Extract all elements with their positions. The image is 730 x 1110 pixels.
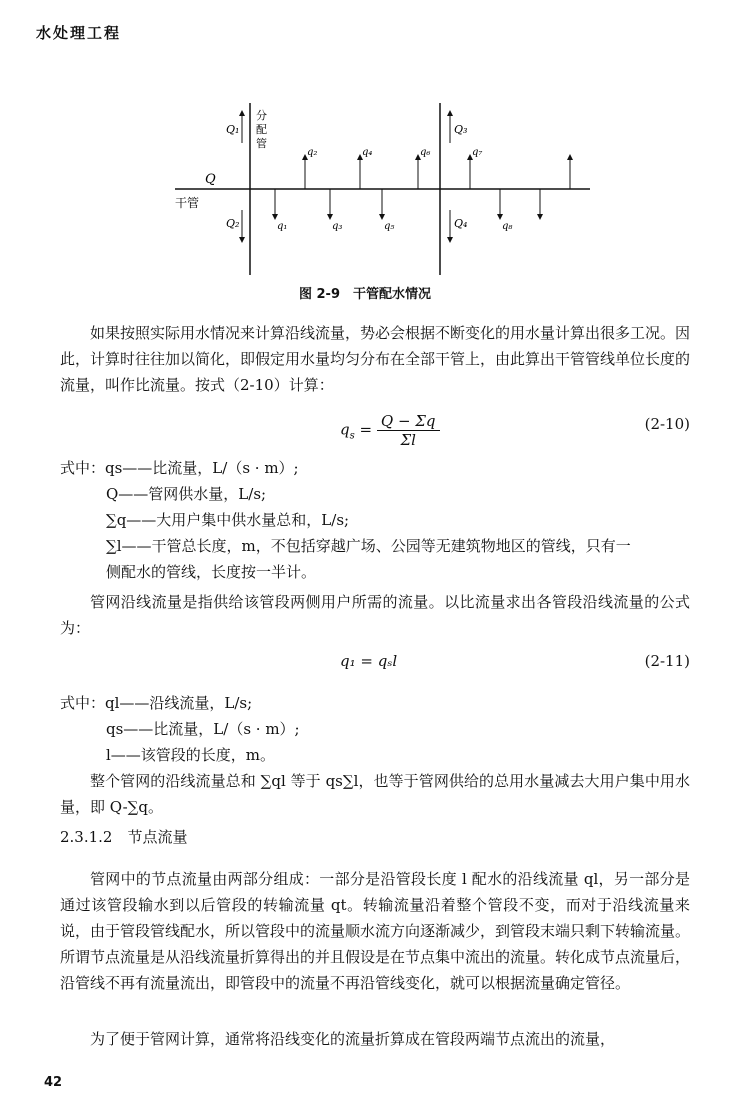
- label-Q1: Q₁: [226, 123, 240, 136]
- eq1-numerator: Q − Σq: [377, 412, 440, 431]
- pipe-diagram: [160, 95, 600, 280]
- paragraph-2: 管网沿线流量是指供给该管段两侧用户所需的流量。以比流量求出各管段沿线流量的公式为：: [60, 593, 690, 637]
- label-branch-pipe-1: 分: [256, 109, 267, 122]
- def-sum-l: ∑l——干管总长度，m，不包括穿越广场、公园等无建筑物地区的管线，只有一: [106, 537, 631, 555]
- def-sum-l-cont: 侧配水的管线，长度按一半计。: [106, 563, 317, 581]
- eq1-number: (2-10): [644, 415, 690, 433]
- page-number: 42: [44, 1075, 63, 1090]
- label-branch-pipe-2: 配: [256, 123, 267, 136]
- def-Q: Q——管网供水量，L/s;: [106, 485, 267, 503]
- def-sum-q: ∑q——大用户集中供水量总和，L/s;: [106, 511, 350, 529]
- def-qs-2: qs——比流量，L/（s · m）;: [106, 720, 300, 738]
- label-q1: q₁: [277, 221, 288, 232]
- eq2-body: q₁ = qₛl: [340, 652, 398, 670]
- label-q8: q₈: [502, 221, 513, 232]
- figure-caption: 图 2-9 干管配水情况: [298, 287, 431, 302]
- label-q7: q₇: [472, 147, 483, 158]
- def-l: l——该管段的长度，m。: [106, 746, 276, 764]
- label-Q3: Q₃: [454, 123, 468, 136]
- label-Q4: Q₄: [454, 217, 468, 230]
- label-Q2: Q₂: [226, 217, 240, 230]
- def-ql: 式中：ql——沿线流量，L/s;: [60, 694, 253, 712]
- label-q2: q₂: [307, 147, 318, 158]
- eq1-lhs-sub: s: [349, 430, 355, 442]
- eq1-lhs: q: [340, 420, 350, 439]
- label-branch-pipe-3: 管: [256, 137, 267, 150]
- label-q5: q₅: [384, 221, 395, 232]
- pipe-distribution-figure: [160, 95, 600, 280]
- eq1-denominator: Σl: [400, 431, 416, 449]
- eq2-number: (2-11): [644, 652, 690, 670]
- label-q6: q₆: [420, 147, 431, 158]
- paragraph-1: 如果按照实际用水情况来计算沿线流量，势必会根据不断变化的用水量计算出很多工况。因此，计算时往往加以简化，即假定用水量均匀分布在全部干管上，由此算出干管管线单位长度的流量，叫作比流量。按式（2-10）计算：: [60, 324, 691, 394]
- running-header: 水处理工程: [36, 24, 122, 42]
- paragraph-3: 整个管网的沿线流量总和 ∑ql 等于 qs∑l，也等于管网供给的总用水量减去大用户集中用水量，即 Q-∑q。: [60, 772, 690, 816]
- label-q3: q₃: [332, 221, 343, 232]
- paragraph-4: 管网中的节点流量由两部分组成：一部分是沿管段长度 l 配水的沿线流量 ql，另一部分是通过该管段输水到以后管段的转输流量 qt。转输流量沿着整个管段不变，而对于沿线流量来说，由于管段管线配水，所以管段中的流量顺水流方向逐渐减少，到管段末端只剩下转输流量。所谓节点流量是从沿线流量折算得出的并且假设是在节点集中流出的流量。转化成节点流量后，沿管线不再有流量流出，即管段中的流量不再沿管线变化，就可以根据流量确定管径。: [60, 870, 691, 992]
- section-heading: 2.3.1.2 节点流量: [60, 828, 188, 846]
- label-Q: Q: [205, 172, 216, 187]
- label-main-pipe: 干管: [175, 196, 200, 210]
- label-q4: q₄: [362, 147, 373, 158]
- def-qs: 式中：qs——比流量，L/（s · m）;: [60, 459, 299, 477]
- paragraph-5: 为了便于管网计算，通常将沿线变化的流量折算成在管段两端节点流出的流量，: [90, 1030, 616, 1048]
